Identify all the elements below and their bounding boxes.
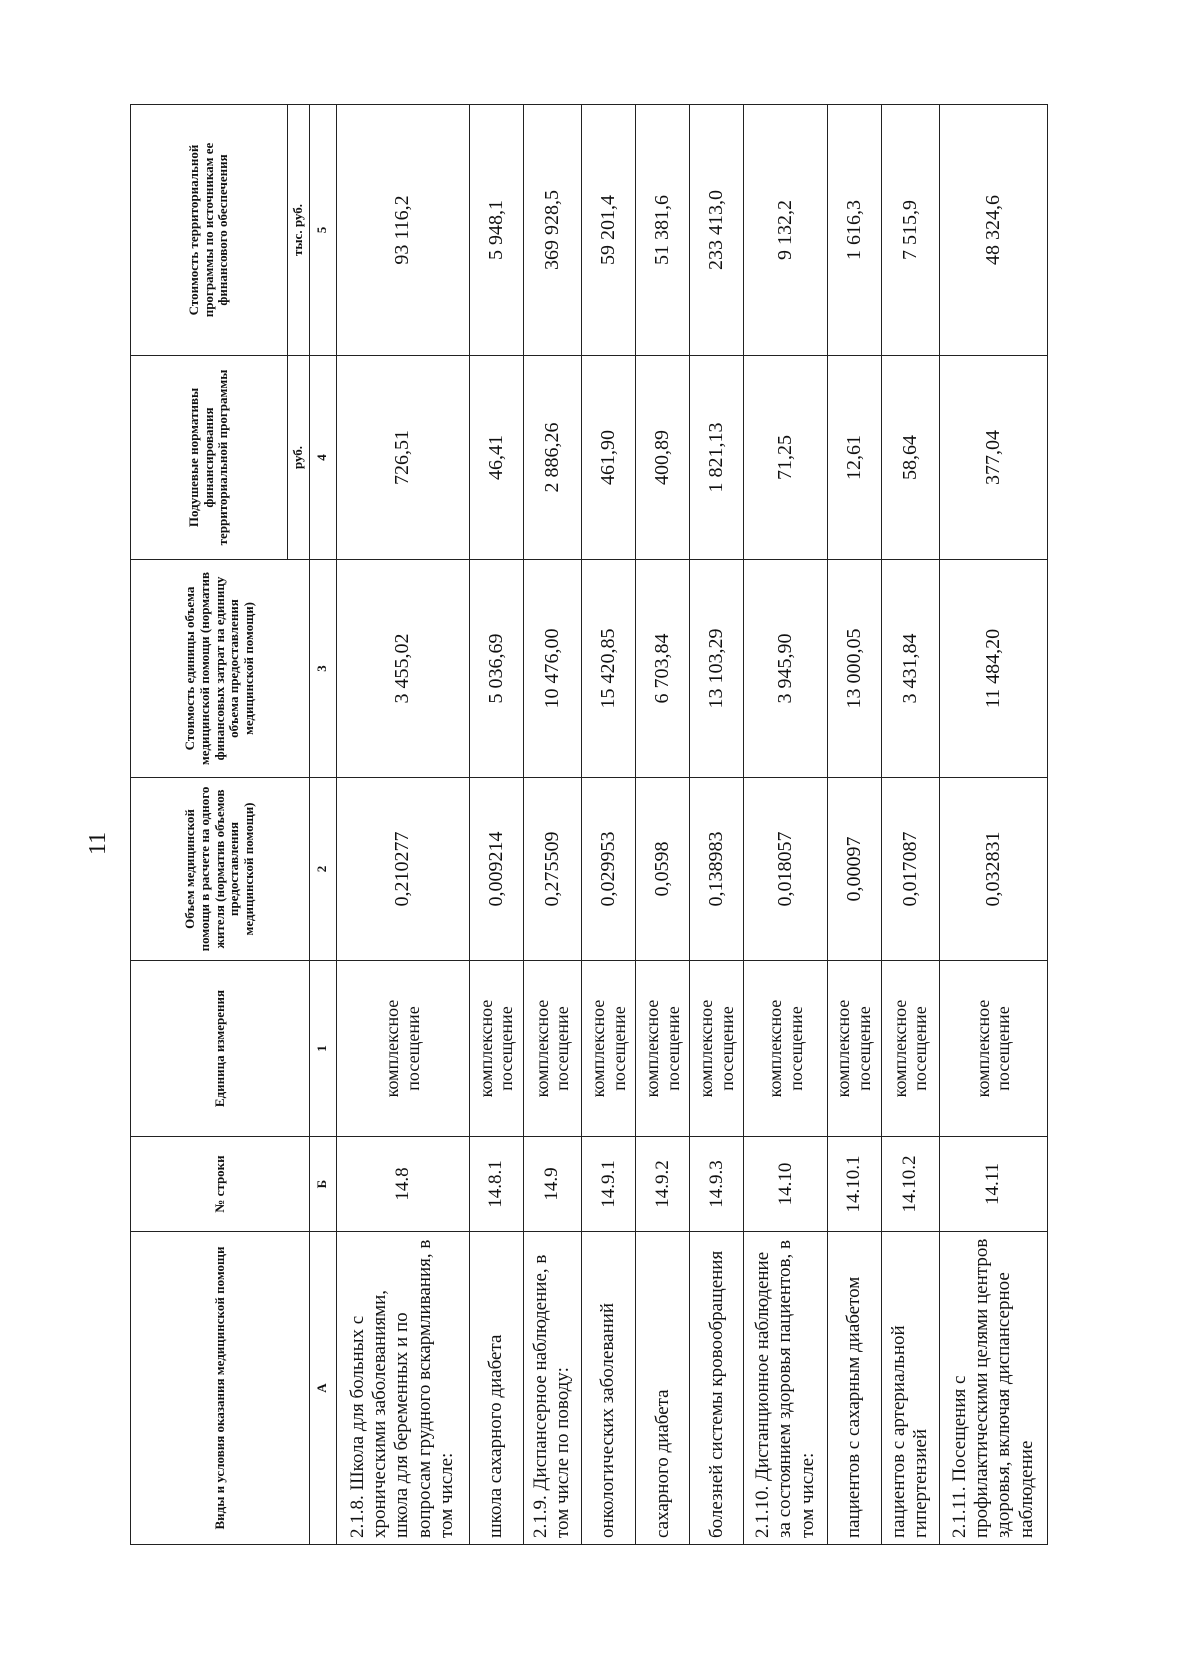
header-per-capita: Подушевые нормативы финансирования территориальной программы	[131, 356, 288, 560]
table-row	[881, 105, 939, 1545]
unit-cost-cell: 15 420,85	[582, 560, 636, 778]
row-number-cell: 14.10	[744, 1137, 827, 1232]
volume-cell: 0,138983	[690, 778, 744, 961]
total-cost-cell: 9 132,2	[744, 105, 827, 356]
unit-cell: комплексное посещение	[939, 961, 1047, 1137]
total-cost-cell: 233 413,0	[690, 105, 744, 356]
page-number: 11	[85, 831, 111, 855]
total-cost-cell: 48 324,6	[939, 105, 1047, 356]
row-number-cell: 14.9	[523, 1137, 581, 1232]
table-row	[744, 105, 827, 1545]
unit-cell: комплексное посещение	[690, 961, 744, 1137]
care-type-cell: школа сахарного диабета	[469, 1232, 523, 1545]
care-type-cell: сахарного диабета	[636, 1232, 690, 1545]
column-number: А	[309, 1232, 336, 1545]
per-capita-cell: 1 821,13	[690, 356, 744, 560]
unit-cost-cell: 3 431,84	[881, 560, 939, 778]
row-number-cell: 14.9.1	[582, 1137, 636, 1232]
unit-cost-cell: 5 036,69	[469, 560, 523, 778]
total-cost-cell: 1 616,3	[827, 105, 881, 356]
per-capita-cell: 46,41	[469, 356, 523, 560]
volume-cell: 0,0598	[636, 778, 690, 961]
unit-cost-cell: 13 000,05	[827, 560, 881, 778]
table-row	[336, 105, 469, 1545]
header-care-type: Виды и условия оказания медицинской помощи	[131, 1232, 310, 1545]
care-type-cell: пациентов с сахарным диабетом	[827, 1232, 881, 1545]
header-total-cost: Стоимость территориальной программы по источникам ее финансового обеспечения	[131, 105, 288, 356]
unit-cost-cell: 3 455,02	[336, 560, 469, 778]
header-unit-rub: руб.	[288, 356, 310, 560]
table-row	[690, 105, 744, 1545]
table-row	[636, 105, 690, 1545]
unit-cell: комплексное посещение	[827, 961, 881, 1137]
volume-cell: 0,018057	[744, 778, 827, 961]
row-number-cell: 14.9.2	[636, 1137, 690, 1232]
per-capita-cell: 377,04	[939, 356, 1047, 560]
per-capita-cell: 58,64	[881, 356, 939, 560]
column-number: 5	[309, 105, 336, 356]
column-number: 4	[309, 356, 336, 560]
header-row-number: № строки	[131, 1137, 310, 1232]
total-cost-cell: 369 928,5	[523, 105, 581, 356]
per-capita-cell: 726,51	[336, 356, 469, 560]
medical-care-table	[130, 104, 1048, 1545]
volume-cell: 0,032831	[939, 778, 1047, 961]
unit-cell: комплексное посещение	[744, 961, 827, 1137]
row-number-cell: 14.10.1	[827, 1137, 881, 1232]
care-type-cell: онкологических заболеваний	[582, 1232, 636, 1545]
column-number: Б	[309, 1137, 336, 1232]
column-number: 3	[309, 560, 336, 778]
row-number-cell: 14.10.2	[881, 1137, 939, 1232]
rotated-table-container	[130, 105, 1048, 1545]
per-capita-cell: 2 886,26	[523, 356, 581, 560]
total-cost-cell: 51 381,6	[636, 105, 690, 356]
table-row	[469, 105, 523, 1545]
per-capita-cell: 71,25	[744, 356, 827, 560]
table-row	[582, 105, 636, 1545]
unit-cell: комплексное посещение	[582, 961, 636, 1137]
table-row	[523, 105, 581, 1545]
care-type-cell: 2.1.10. Дистанционное наблюдение за состоянием здоровья пациентов, в том числе:	[744, 1232, 827, 1545]
header-unit-cost: Стоимость единицы объема медицинской помощи (норматив финансовых затрат на единицу объема предоставления медицинской помощи)	[131, 560, 310, 778]
header-unit: Единица измерения	[131, 961, 310, 1137]
volume-cell: 0,00097	[827, 778, 881, 961]
unit-cost-cell: 10 476,00	[523, 560, 581, 778]
column-number: 2	[309, 778, 336, 961]
total-cost-cell: 5 948,1	[469, 105, 523, 356]
volume-cell: 0,009214	[469, 778, 523, 961]
table-row	[827, 105, 881, 1545]
care-type-cell: болезней системы кровообращения	[690, 1232, 744, 1545]
column-numbers-row	[309, 105, 336, 1545]
unit-cell: комплексное посещение	[881, 961, 939, 1137]
unit-cell: комплексное посещение	[523, 961, 581, 1137]
table-row	[939, 105, 1047, 1545]
total-cost-cell: 59 201,4	[582, 105, 636, 356]
row-number-cell: 14.9.3	[690, 1137, 744, 1232]
volume-cell: 0,017087	[881, 778, 939, 961]
care-type-cell: 2.1.11. Посещения с профилактическими целями центров здоровья, включая диспансерное наблюдение	[939, 1232, 1047, 1545]
volume-cell: 0,210277	[336, 778, 469, 961]
total-cost-cell: 7 515,9	[881, 105, 939, 356]
unit-cost-cell: 6 703,84	[636, 560, 690, 778]
unit-cell: комплексное посещение	[336, 961, 469, 1137]
row-number-cell: 14.8.1	[469, 1137, 523, 1232]
volume-cell: 0,029953	[582, 778, 636, 961]
care-type-cell: 2.1.8. Школа для больных с хроническими заболеваниями, школа для беременных и по вопросам грудного вскармливания, в том числе:	[336, 1232, 469, 1545]
total-cost-cell: 93 116,2	[336, 105, 469, 356]
unit-cell: комплексное посещение	[469, 961, 523, 1137]
header-unit-thousand-rub: тыс. руб.	[288, 105, 310, 356]
unit-cost-cell: 13 103,29	[690, 560, 744, 778]
volume-cell: 0,275509	[523, 778, 581, 961]
unit-cost-cell: 11 484,20	[939, 560, 1047, 778]
per-capita-cell: 12,61	[827, 356, 881, 560]
care-type-cell: пациентов с артериальной гипертензией	[881, 1232, 939, 1545]
unit-cell: комплексное посещение	[636, 961, 690, 1137]
row-number-cell: 14.8	[336, 1137, 469, 1232]
header-volume: Объем медицинской помощи в расчете на одного жителя (норматив объемов предоставления медицинской помощи)	[131, 778, 310, 961]
column-number: 1	[309, 961, 336, 1137]
row-number-cell: 14.11	[939, 1137, 1047, 1232]
unit-cost-cell: 3 945,90	[744, 560, 827, 778]
per-capita-cell: 461,90	[582, 356, 636, 560]
header-row	[131, 105, 288, 1545]
per-capita-cell: 400,89	[636, 356, 690, 560]
care-type-cell: 2.1.9. Диспансерное наблюдение, в том числе по поводу:	[523, 1232, 581, 1545]
